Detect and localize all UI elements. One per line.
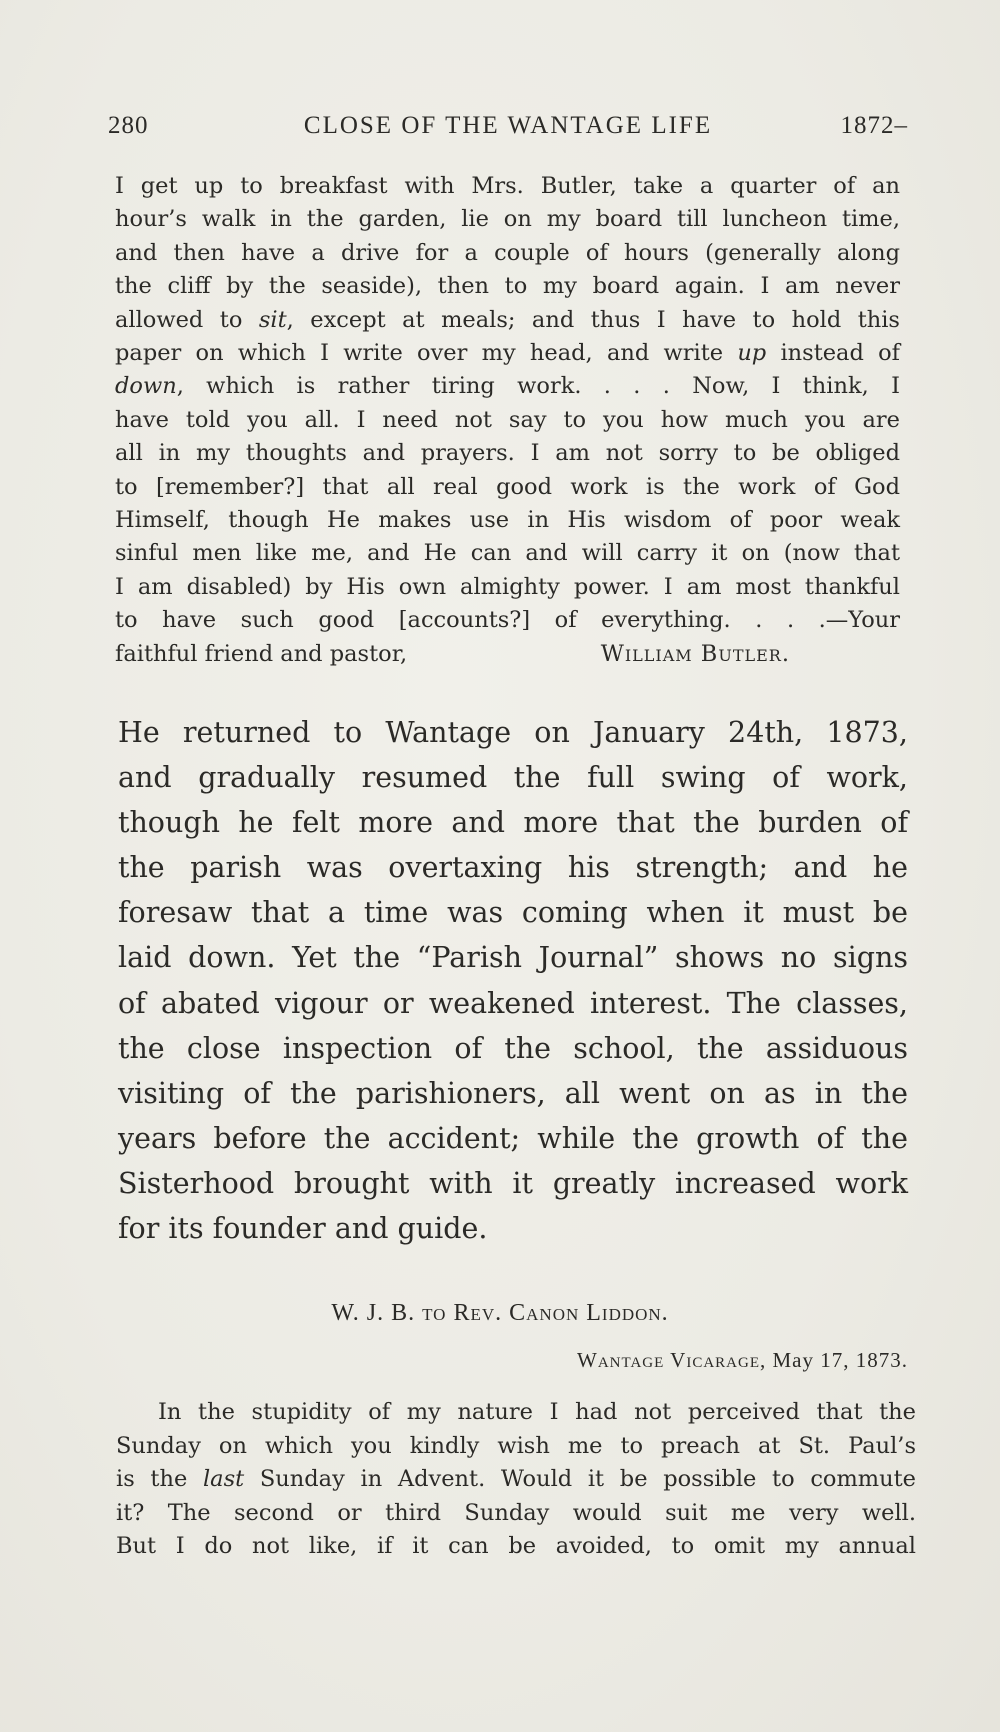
- closing-text: faithful friend and pastor,: [115, 640, 408, 667]
- main-paragraph: [118, 710, 908, 1251]
- letter-line: I am disabled) by His own almighty power. I am most thankful: [115, 573, 900, 600]
- running-head: [108, 112, 908, 142]
- letter-body-line: is the last Sunday in Advent. Would it be possible to commute: [116, 1466, 916, 1493]
- letter-line: down, which is rather tiring work. . . . Now, I think, I: [115, 373, 900, 400]
- letter-body-line: In the stupidity of my nature I had not perceived that the: [158, 1399, 916, 1425]
- closing-line: [115, 638, 900, 671]
- letter-line: all in my thoughts and prayers. I am not sorry to be obliged: [115, 440, 900, 467]
- letter-line: sinful men like me, and He can and will carry it on (now that: [115, 540, 900, 567]
- paragraph-line: though he felt more and more that the burden of: [118, 806, 908, 840]
- letter-excerpt: [115, 170, 900, 671]
- letter-body-line: But I do not like, if it can be avoided, to omit my annual: [116, 1533, 916, 1560]
- letter-body-line: it? The second or third Sunday would suit me very well.: [116, 1499, 916, 1526]
- letter-line: and then have a drive for a couple of hours (generally along: [115, 239, 900, 266]
- letter-body-line: Sunday on which you kindly wish me to preach at St. Paul’s: [116, 1432, 916, 1459]
- letter-line: paper on which I write over my head, and write up instead of: [115, 340, 900, 367]
- paragraph-line: years before the accident; while the growth of the: [118, 1121, 908, 1155]
- letter-line: to have such good [accounts?] of everything. . . .—Your: [115, 607, 900, 634]
- paragraph-line: for its founder and guide.: [118, 1212, 488, 1246]
- paragraph-line: the parish was overtaxing his strength; and he: [118, 851, 908, 885]
- letter-heading: W. J. B. to Rev. Canon Liddon.: [331, 1300, 669, 1326]
- running-year: 1872–: [840, 112, 908, 139]
- paragraph-line: Sisterhood brought with it greatly increased work: [118, 1166, 908, 1200]
- paragraph-line: and gradually resumed the full swing of work,: [118, 761, 908, 795]
- letter-line: I get up to breakfast with Mrs. Butler, take a quarter of an: [115, 173, 900, 199]
- letter-line: hour’s walk in the garden, lie on my board till luncheon time,: [115, 206, 900, 233]
- letter-line: to [remember?] that all real good work is the work of God: [115, 473, 900, 500]
- paragraph-line: He returned to Wantage on January 24th, 1873,: [118, 716, 908, 749]
- letter-dateline: [577, 1348, 908, 1373]
- chapter-title: CLOSE OF THE WANTAGE LIFE: [303, 112, 713, 139]
- letter-line: the cliff by the seaside), then to my board again. I am never: [115, 273, 900, 300]
- dateline-place: Wantage Vicarage,: [577, 1348, 767, 1372]
- paragraph-line: foresaw that a time was coming when it must be: [118, 896, 908, 930]
- paragraph-line: visiting of the parishioners, all went on as in the: [118, 1076, 908, 1110]
- letter-body: [116, 1396, 916, 1564]
- dateline-date: May 17, 1873.: [772, 1348, 908, 1372]
- paragraph-line: laid down. Yet the “Parish Journal” shows no signs: [118, 941, 908, 975]
- letter-line: allowed to sit, except at meals; and thus I have to hold this: [115, 306, 900, 333]
- letter-line: have told you all. I need not say to you how much you are: [115, 406, 900, 433]
- page-number: 280: [108, 112, 149, 139]
- signature: William Butler.: [600, 640, 790, 667]
- paragraph-line: the close inspection of the school, the assiduous: [118, 1031, 908, 1065]
- paragraph-line: of abated vigour or weakened interest. The classes,: [118, 986, 908, 1020]
- letter-line: Himself, though He makes use in His wisdom of poor weak: [115, 507, 900, 534]
